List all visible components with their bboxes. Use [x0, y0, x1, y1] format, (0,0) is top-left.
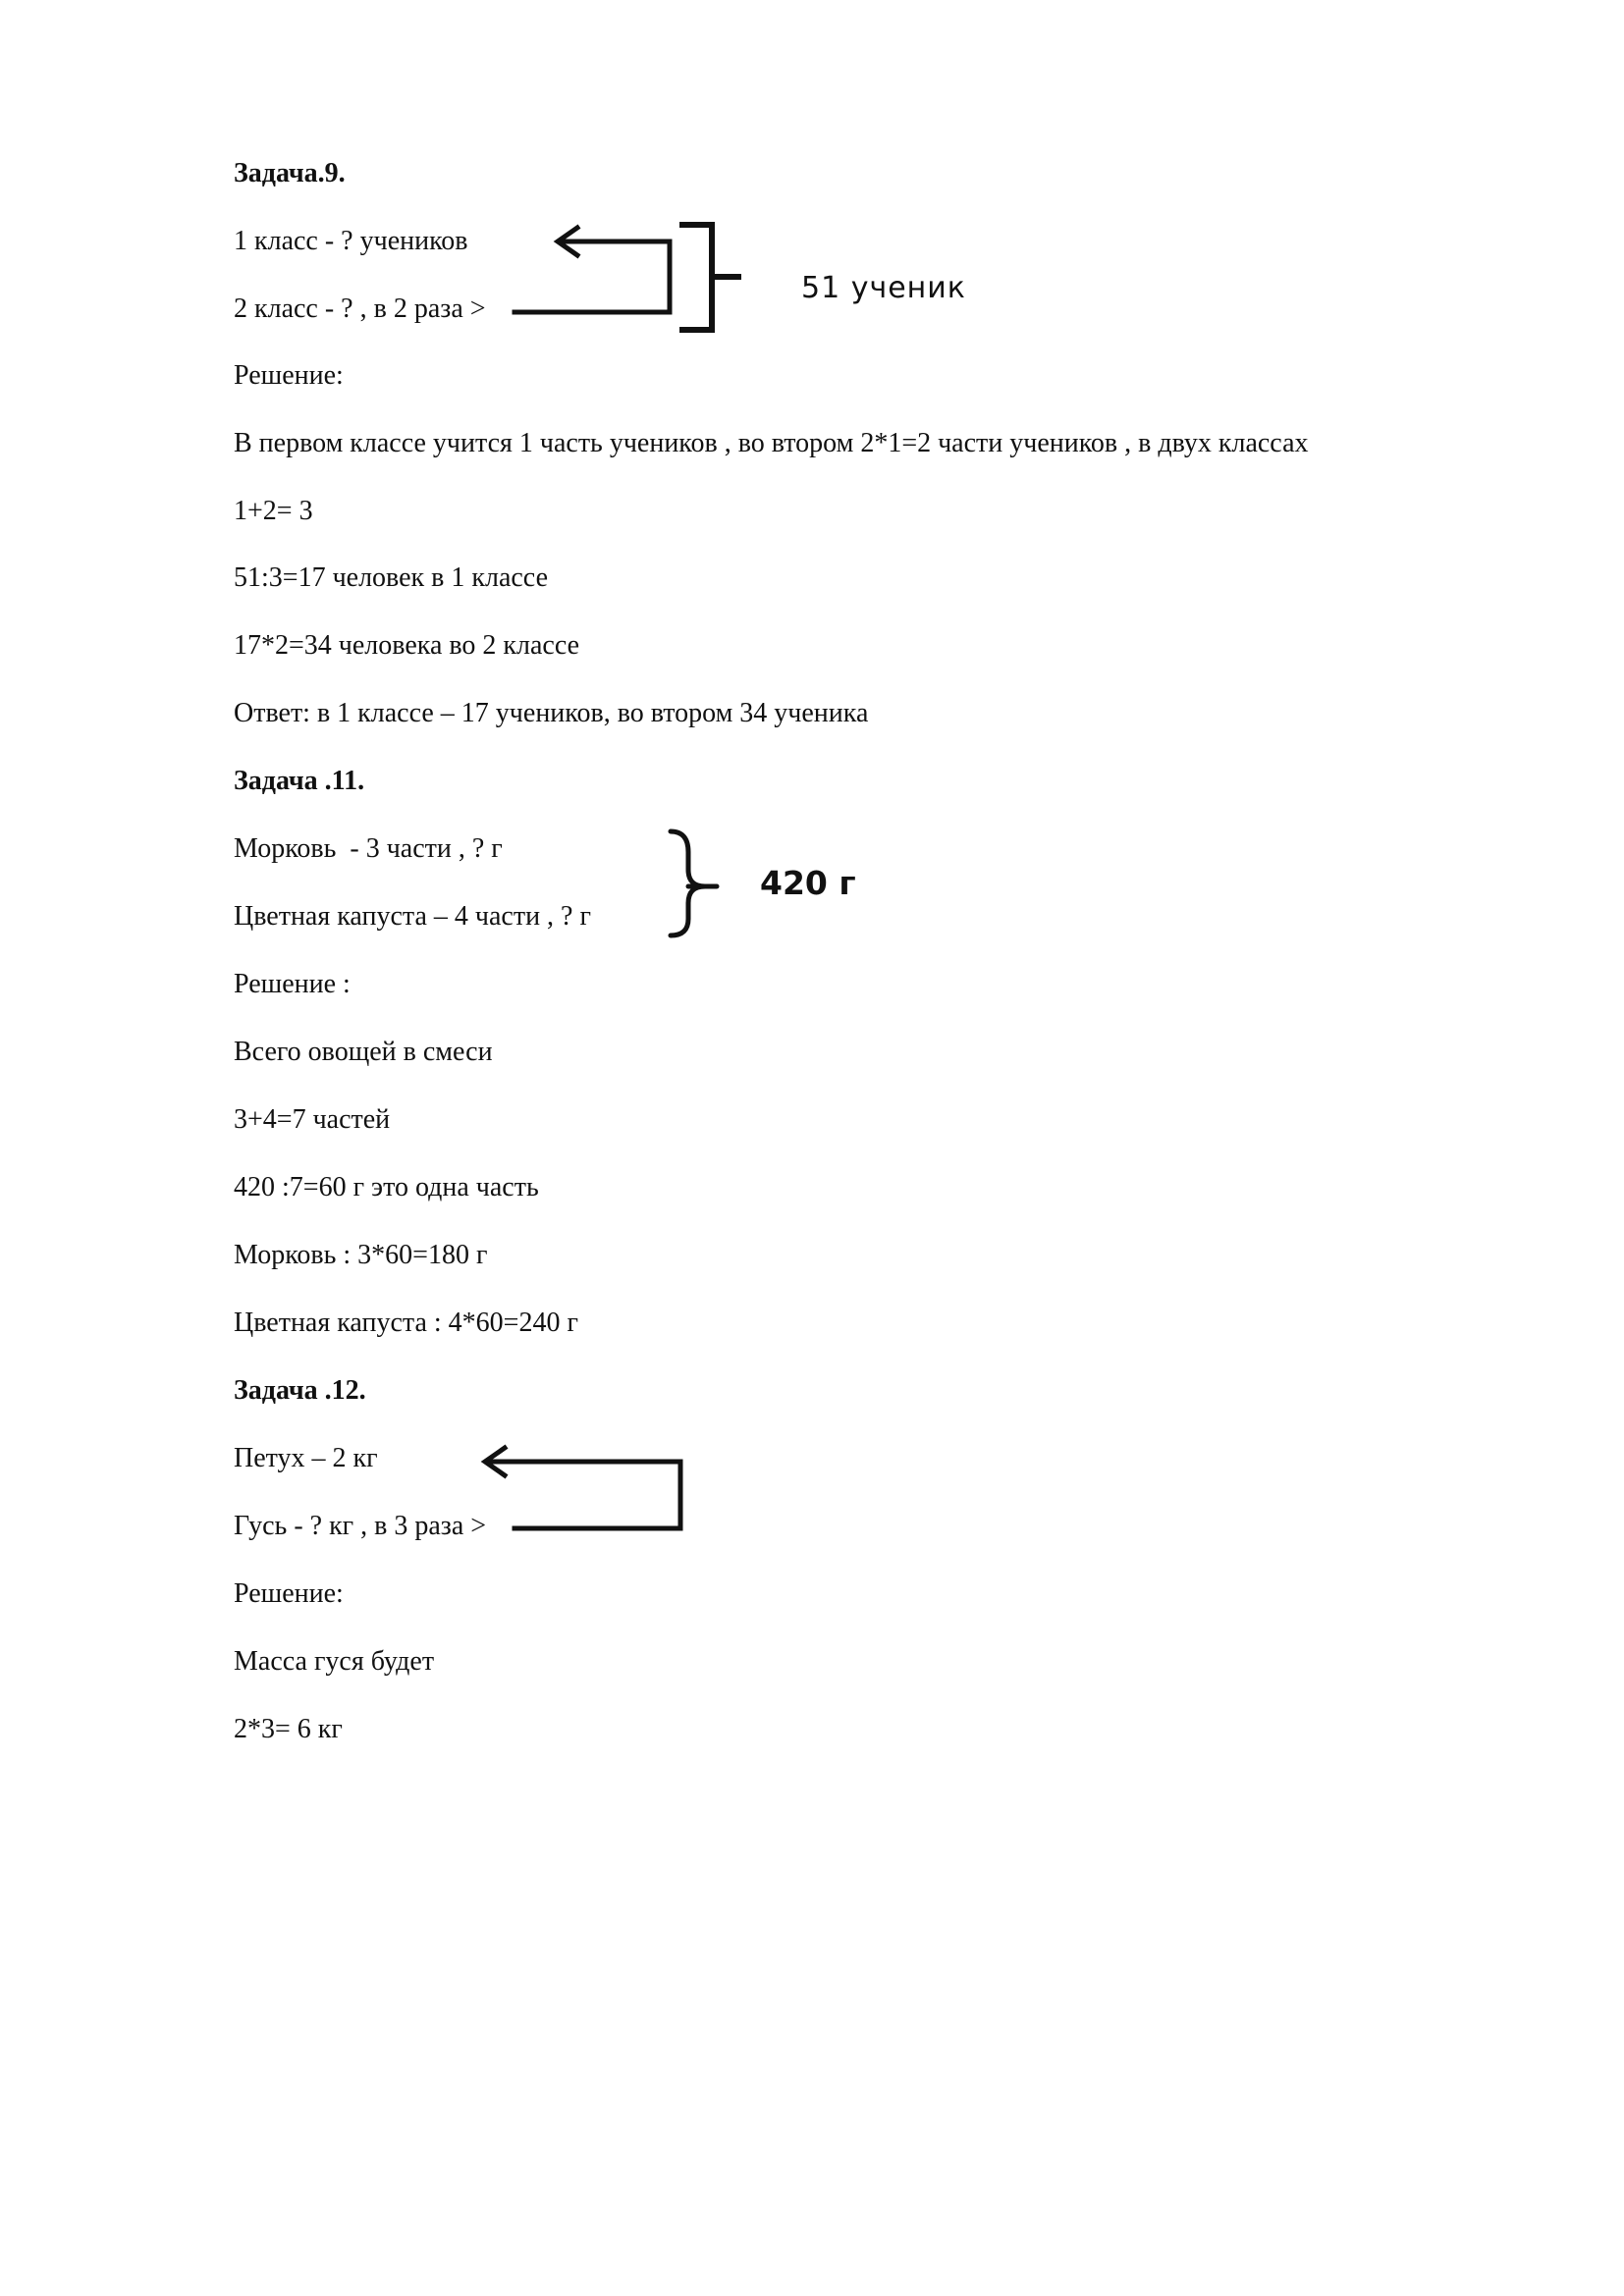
task11-solution-line3: 420 :7=60 г это одна часть: [234, 1172, 539, 1202]
task9-solution-line4: 17*2=34 человека во 2 классе: [234, 630, 580, 661]
task12-line-goose: Гусь - ? кг , в 3 раза >: [234, 1511, 487, 1541]
task9-solution-line3: 51:3=17 человек в 1 классе: [234, 562, 548, 593]
task11-total-brace: [671, 831, 717, 935]
task9-line-class2: 2 класс - ? , в 2 раза >: [234, 294, 486, 324]
task11-title: Задача .11.: [234, 766, 365, 796]
task12-solution-line2: 2*3= 6 кг: [234, 1714, 343, 1744]
task9-solution-label: Решение:: [234, 360, 344, 391]
task12-solution-line1: Масса гуся будет: [234, 1646, 435, 1677]
task12-comparison-arrow: [485, 1448, 680, 1528]
task11-solution-label: Решение :: [234, 969, 351, 999]
task9-total-bracket: [682, 225, 738, 330]
task11-solution-line1: Всего овощей в смеси: [234, 1037, 493, 1067]
task9-line-class1: 1 класс - ? учеников: [234, 226, 468, 256]
task11-solution-line4: Морковь : 3*60=180 г: [234, 1240, 488, 1270]
task11-solution-line2: 3+4=7 частей: [234, 1104, 391, 1135]
task12-title: Задача .12.: [234, 1375, 366, 1406]
task9-total-label: 51 ученик: [801, 271, 966, 305]
task11-solution-line5: Цветная капуста : 4*60=240 г: [234, 1308, 578, 1338]
task12-line-rooster: Петух – 2 кг: [234, 1443, 378, 1473]
task11-line-cauliflower: Цветная капуста – 4 части , ? г: [234, 901, 591, 932]
task11-total-label: 420 г: [760, 864, 856, 902]
task9-answer: Ответ: в 1 классе – 17 учеников, во втором 34 ученика: [234, 698, 869, 728]
task9-comparison-arrow: [514, 228, 670, 312]
task9-solution-line2: 1+2= 3: [234, 496, 313, 526]
task9-title: Задача.9.: [234, 158, 346, 188]
task11-line-carrot: Морковь - 3 части , ? г: [234, 833, 503, 864]
task9-solution-line1: В первом классе учится 1 часть учеников , во втором 2*1=2 части учеников , в двух классах: [234, 428, 1309, 458]
task12-solution-label: Решение:: [234, 1578, 344, 1609]
